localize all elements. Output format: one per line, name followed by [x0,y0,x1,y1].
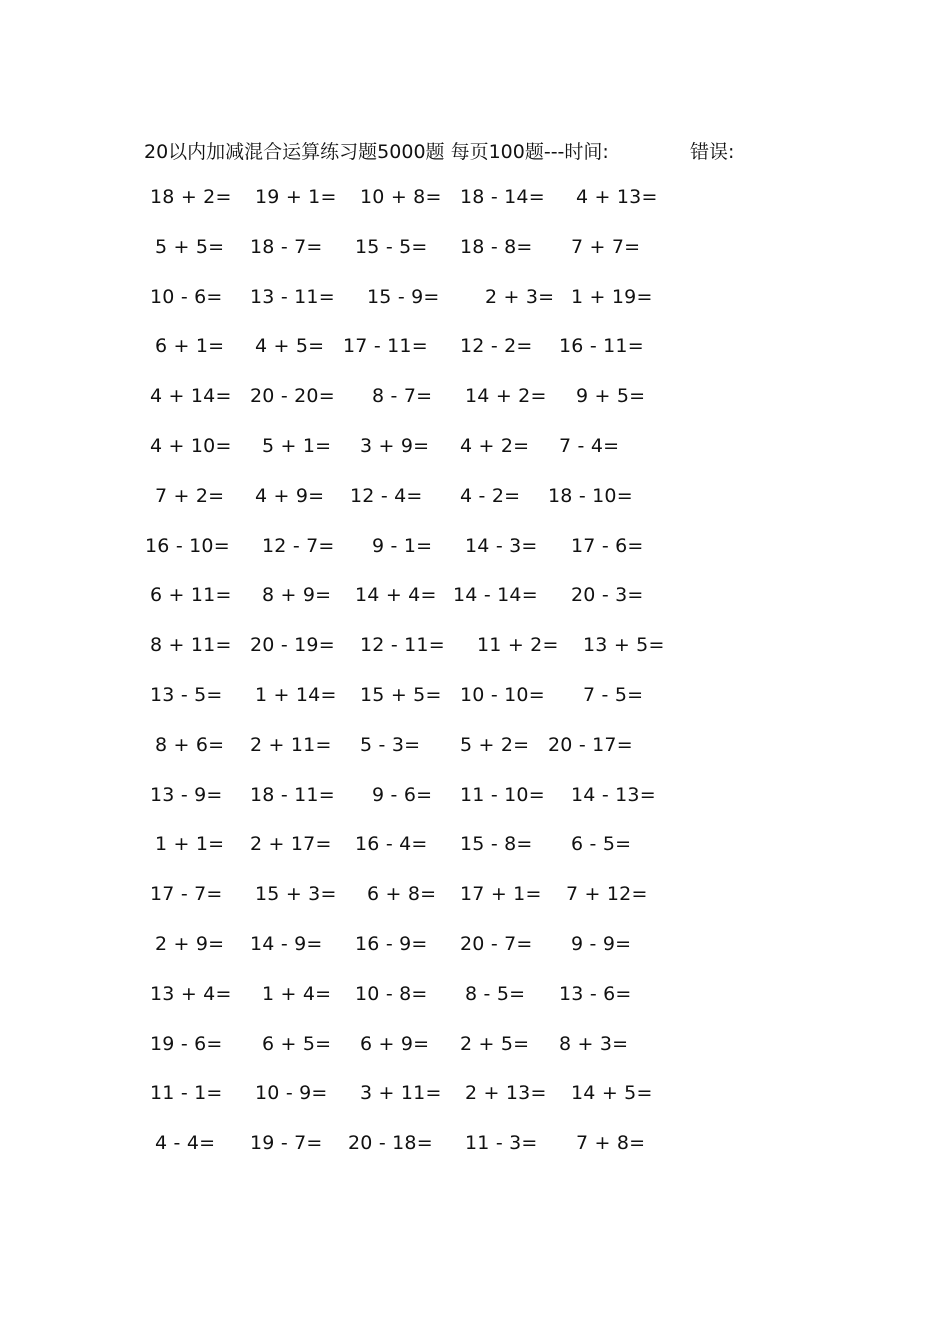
problem-cell: 15 - 5= [355,235,428,258]
problem-row [0,734,950,784]
problem-cell: 17 + 1= [460,883,542,906]
problem-cell: 13 - 9= [150,783,223,806]
problem-cell: 6 + 5= [262,1032,332,1055]
problem-cell: 20 - 19= [250,634,335,657]
problem-cell: 20 - 3= [571,584,644,607]
problem-cell: 14 + 2= [465,385,547,408]
problem-cell: 12 - 7= [262,534,335,557]
problem-cell: 11 + 2= [477,634,559,657]
problem-cell: 8 + 3= [559,1032,629,1055]
problem-cell: 5 + 2= [460,733,530,756]
worksheet-header [144,137,735,164]
problem-cell: 10 - 8= [355,982,428,1005]
problem-cell: 12 - 4= [350,484,423,507]
problem-row [0,784,950,834]
problem-cell: 4 + 5= [255,335,325,358]
problem-cell: 7 + 7= [571,235,641,258]
problem-cell: 20 - 7= [460,932,533,955]
problem-cell: 4 + 13= [576,186,658,208]
problem-cell: 16 - 11= [559,335,644,358]
problem-cell: 2 + 5= [460,1032,530,1055]
problem-cell: 18 - 14= [460,186,545,208]
problem-cell: 5 - 3= [360,733,421,756]
problem-cell: 10 - 10= [460,683,545,706]
problem-cell: 4 - 2= [460,484,521,507]
problem-cell: 10 - 9= [255,1082,328,1105]
problem-cell: 20 - 17= [548,733,633,756]
problem-cell: 4 - 4= [155,1132,216,1155]
problem-cell: 5 + 5= [155,235,225,258]
problem-row [0,684,950,734]
problem-cell: 1 + 4= [262,982,332,1005]
problem-cell: 17 - 7= [150,883,223,906]
problem-cell: 17 - 6= [571,534,644,557]
problem-cell: 14 + 5= [571,1082,653,1105]
problem-cell: 7 - 5= [583,683,644,706]
problem-grid [0,186,950,1182]
problem-cell: 15 + 5= [360,683,442,706]
problem-cell: 19 + 1= [255,186,337,208]
problem-row [0,236,950,286]
problem-row [0,435,950,485]
problem-cell: 10 + 8= [360,186,442,208]
worksheet-title: 20以内加减混合运算练习题5000题 每页100题---时间: [144,141,609,163]
problem-cell: 9 + 5= [576,385,646,408]
problem-cell: 14 - 14= [453,584,538,607]
problem-cell: 5 + 1= [262,434,332,457]
problem-row [0,186,950,236]
problem-cell: 10 - 6= [150,285,223,308]
problem-cell: 4 + 10= [150,434,232,457]
problem-row [0,1082,950,1132]
problem-cell: 16 - 10= [145,534,230,557]
problem-row [0,335,950,385]
problem-cell: 4 + 2= [460,434,530,457]
problem-cell: 4 + 14= [150,385,232,408]
problem-cell: 7 + 8= [576,1132,646,1155]
problem-cell: 1 + 1= [155,833,225,856]
problem-cell: 6 + 11= [150,584,232,607]
problem-cell: 12 - 11= [360,634,445,657]
problem-cell: 15 - 9= [367,285,440,308]
problem-cell: 9 - 9= [571,932,632,955]
problem-cell: 13 + 5= [583,634,665,657]
problem-row [0,833,950,883]
problem-cell: 8 - 5= [465,982,526,1005]
problem-cell: 14 - 9= [250,932,323,955]
problem-cell: 17 - 11= [343,335,428,358]
problem-cell: 9 - 1= [372,534,433,557]
problem-cell: 8 + 9= [262,584,332,607]
problem-cell: 3 + 11= [360,1082,442,1105]
problem-cell: 2 + 13= [465,1082,547,1105]
problem-row [0,983,950,1033]
problem-cell: 20 - 20= [250,385,335,408]
problem-cell: 11 - 10= [460,783,545,806]
problem-cell: 2 + 9= [155,932,225,955]
problem-cell: 18 - 7= [250,235,323,258]
problem-cell: 14 - 13= [571,783,656,806]
problem-cell: 2 + 11= [250,733,332,756]
problem-cell: 12 - 2= [460,335,533,358]
problem-cell: 3 + 9= [360,434,430,457]
error-count-label: 错误: [690,141,735,163]
problem-cell: 11 - 3= [465,1132,538,1155]
problem-cell: 8 - 7= [372,385,433,408]
problem-cell: 14 - 3= [465,534,538,557]
problem-row [0,933,950,983]
problem-row [0,286,950,336]
problem-row [0,584,950,634]
problem-cell: 1 + 19= [571,285,653,308]
problem-cell: 19 - 6= [150,1032,223,1055]
problem-cell: 16 - 9= [355,932,428,955]
problem-row [0,535,950,585]
problem-cell: 20 - 18= [348,1132,433,1155]
problem-cell: 15 + 3= [255,883,337,906]
problem-cell: 6 + 8= [367,883,437,906]
problem-row [0,1132,950,1182]
problem-cell: 18 + 2= [150,186,232,208]
problem-row [0,1033,950,1083]
problem-cell: 6 - 5= [571,833,632,856]
problem-cell: 6 + 9= [360,1032,430,1055]
problem-cell: 8 + 6= [155,733,225,756]
problem-cell: 18 - 10= [548,484,633,507]
problem-cell: 6 + 1= [155,335,225,358]
problem-row [0,385,950,435]
problem-row [0,485,950,535]
problem-cell: 1 + 14= [255,683,337,706]
problem-cell: 15 - 8= [460,833,533,856]
problem-row [0,883,950,933]
problem-cell: 13 - 11= [250,285,335,308]
problem-cell: 13 - 5= [150,683,223,706]
problem-cell: 8 + 11= [150,634,232,657]
problem-cell: 14 + 4= [355,584,437,607]
problem-cell: 16 - 4= [355,833,428,856]
problem-cell: 13 + 4= [150,982,232,1005]
problem-row [0,634,950,684]
problem-cell: 9 - 6= [372,783,433,806]
problem-cell: 7 + 2= [155,484,225,507]
problem-cell: 18 - 11= [250,783,335,806]
problem-cell: 19 - 7= [250,1132,323,1155]
problem-cell: 2 + 17= [250,833,332,856]
problem-cell: 7 + 12= [566,883,648,906]
problem-cell: 7 - 4= [559,434,620,457]
problem-cell: 4 + 9= [255,484,325,507]
problem-cell: 11 - 1= [150,1082,223,1105]
problem-cell: 18 - 8= [460,235,533,258]
problem-cell: 2 + 3= [485,285,555,308]
problem-cell: 13 - 6= [559,982,632,1005]
